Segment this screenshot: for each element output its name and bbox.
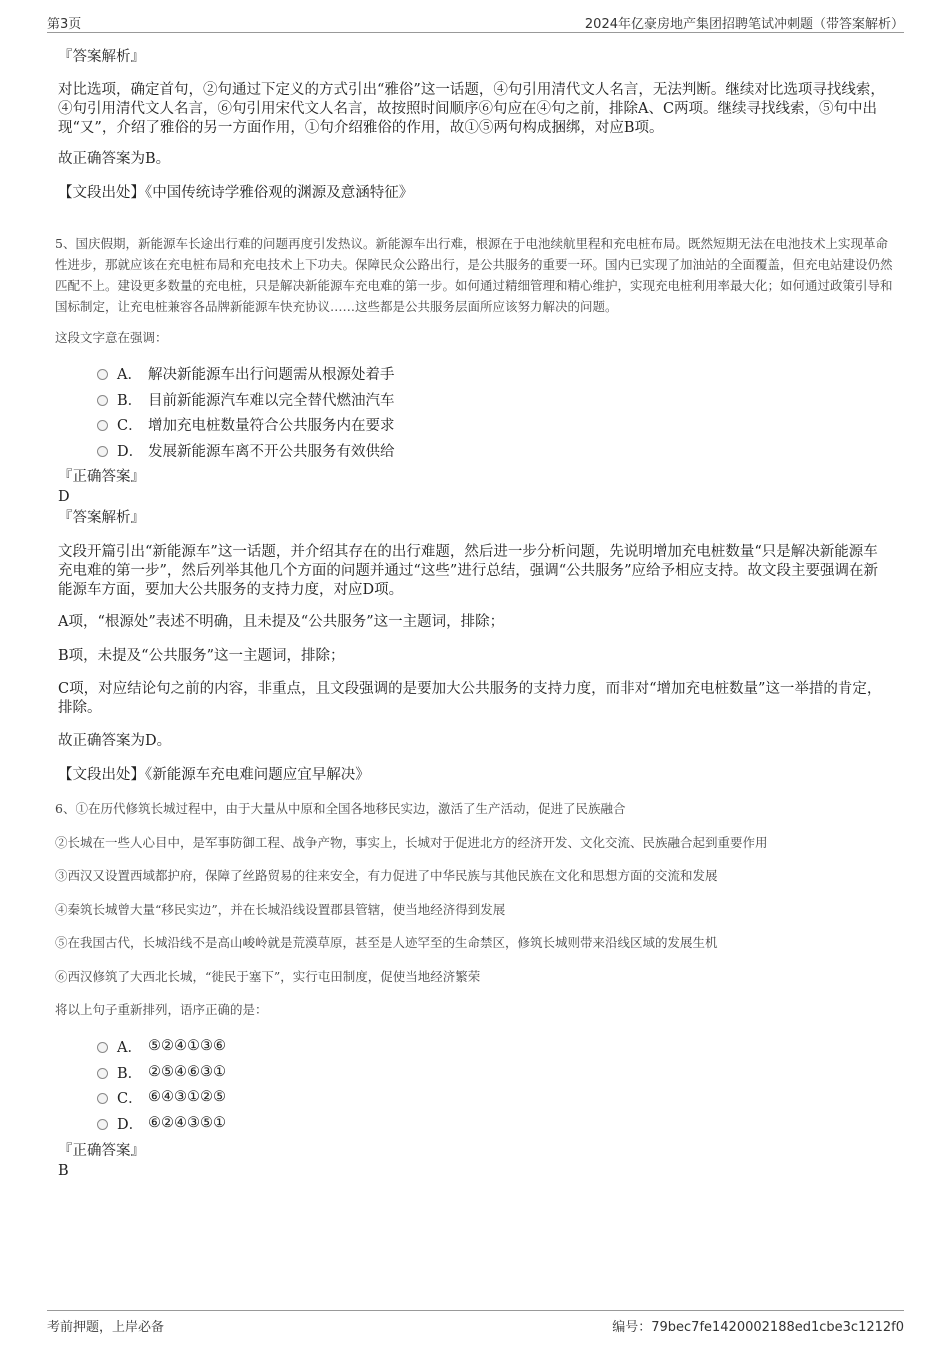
option-letter: D． [117,443,144,460]
q6-sentence-2: ②长城在一些人心目中，是军事防御工程、战争产物，事实上，长城对于促进北方的经济开发、文化交流、民族融合起到重要作用 [55,835,768,850]
option-letter: A． [117,366,142,383]
option-text: 解决新能源车出行问题需从根源处着手 [148,366,395,383]
q6-option-a[interactable] [97,1036,226,1056]
option-text: ②⑤④⑥③① [148,1064,226,1080]
document-id: 编号：79bec7fe1420002188ed1cbe3c1212f0 [612,1320,904,1335]
radio-button[interactable] [97,395,108,406]
document-title: 2024年亿豪房地产集团招聘笔试冲刺题（带答案解析） [584,17,904,32]
q5-option-d[interactable] [97,440,395,460]
option-text: 发展新能源车离不开公共服务有效供给 [148,443,395,460]
q5-answer-label: 『正确答案』 [58,469,145,485]
q6-sentence-5: ⑤在我国古代，长城沿线不是高山峻岭就是荒漠草原，甚至是人迹罕至的生命禁区，修筑长城则带来沿线区域的发展生机 [55,935,718,950]
radio-button[interactable] [97,369,108,380]
option-letter: C． [117,1090,143,1107]
option-letter: B． [117,392,143,409]
q5-note-b: B项，未提及“公共服务”这一主题词，排除； [58,648,345,664]
q6-option-b[interactable] [97,1062,226,1082]
option-letter: B． [117,1065,143,1082]
q5-stem: 5、国庆假期，新能源车长途出行难的问题再度引发热议。新能源车出行难，根源在于电池续航里程和充电桩布局。既然短期无法在电池技术上实现革命性进步，那就应该在充电桩布局和充电技术上下功夫。保障民众公路出行，是公共服务的重要一环。国内已实现了加油站的全面覆盖，但充电站建设仍然匹配不上。建设更多数量的充电桩，只是解决新能源车充电难的第一步。如何通过精细管理和精心维护，实现充电桩利用率最大化；如何通过政策引导和国标制定，让充电桩兼容各品牌新能源车快充协议……这些都是公共服务层面所应该努力解决的问题。 [55,236,893,314]
q6-answer: B [58,1163,69,1179]
q6-sentence-6: ⑥西汉修筑了大西北长城，“徙民于塞下”，实行屯田制度，促使当地经济繁荣 [55,969,481,984]
option-text: ⑤②④①③⑥ [148,1038,226,1054]
radio-button[interactable] [97,1119,108,1130]
q5-analysis-text: 文段开篇引出“新能源车”这一话题，并介绍其存在的出行难题，然后进一步分析问题，先说明增加充电桩数量“只是解决新能源车充电难的第一步”，然后列举其他几个方面的问题并通过“这些”进行总结，强调“公共服务”应给予相应支持。故文段主要强调在新能源车方面，要加大公共服务的支持力度，对应D项。 [58,544,879,598]
q6-answer-label: 『正确答案』 [58,1143,145,1159]
q4-analysis-label: 『答案解析』 [58,49,145,65]
option-text: ⑥②④③⑤① [148,1115,226,1131]
q5-option-b[interactable] [97,389,395,409]
q5-analysis-label: 『答案解析』 [58,510,145,526]
radio-button[interactable] [97,446,108,457]
q5-source: 【文段出处】《新能源车充电难问题应宜早解决》 [58,767,370,783]
q4-source: 【文段出处】《中国传统诗学雅俗观的渊源及意涵特征》 [58,185,414,201]
option-text: 增加充电桩数量符合公共服务内在要求 [148,417,395,434]
footer-slogan: 考前押题，上岸必备 [47,1320,165,1335]
radio-button[interactable] [97,1042,108,1053]
q6-option-c[interactable] [97,1087,226,1107]
q5-answer: D [58,489,70,505]
q5-option-a[interactable] [97,363,395,383]
q6-question: 将以上句子重新排列，语序正确的是： [55,1002,268,1017]
q5-conclusion: 故正确答案为D。 [58,733,172,749]
q6-sentence-1: 6、①在历代修筑长城过程中，由于大量从中原和全国各地移民实边，激活了生产活动，促进了民族融合 [55,801,626,816]
page-footer [47,1310,904,1335]
q5-question: 这段文字意在强调： [55,330,168,345]
option-letter: C． [117,417,143,434]
option-text: ⑥④③①②⑤ [148,1089,226,1105]
q5-note-a: A项，“根源处”表述不明确，且未提及“公共服务”这一主题词，排除； [58,614,505,630]
option-letter: A． [117,1039,142,1056]
q6-sentence-4: ④秦筑长城曾大量“移民实边”，并在长城沿线设置郡县管辖，使当地经济得到发展 [55,902,506,917]
page-header [47,10,904,33]
q4-analysis-text: 对比选项，确定首句，②句通过下定义的方式引出“雅俗”这一话题，④句引用清代文人名言，无法判断。继续对比选项寻找线索，④句引用清代文人名言，⑥句引用宋代文人名言，故按照时间顺序⑥句应在④句之前，排除A、C两项。继续寻找线索，⑤句中出现“又”，介绍了雅俗的另一方面作用，①句介绍雅俗的作用，故①⑤两句构成捆绑，对应B项。 [58,82,885,136]
q6-option-d[interactable] [97,1113,226,1133]
q4-conclusion: 故正确答案为B。 [58,151,171,167]
radio-button[interactable] [97,420,108,431]
q6-sentence-3: ③西汉又设置西域都护府，保障了丝路贸易的往来安全，有力促进了中华民族与其他民族在文化和思想方面的交流和发展 [55,868,718,883]
q5-option-c[interactable] [97,414,395,434]
q5-note-c: C项，对应结论句之前的内容，非重点，且文段强调的是要加大公共服务的支持力度，而非对“增加充电桩数量”这一举措的肯定，排除。 [58,681,882,716]
option-letter: D． [117,1116,144,1133]
page-number: 第3页 [47,17,82,32]
radio-button[interactable] [97,1068,108,1079]
option-text: 目前新能源汽车难以完全替代燃油汽车 [148,392,395,409]
radio-button[interactable] [97,1093,108,1104]
